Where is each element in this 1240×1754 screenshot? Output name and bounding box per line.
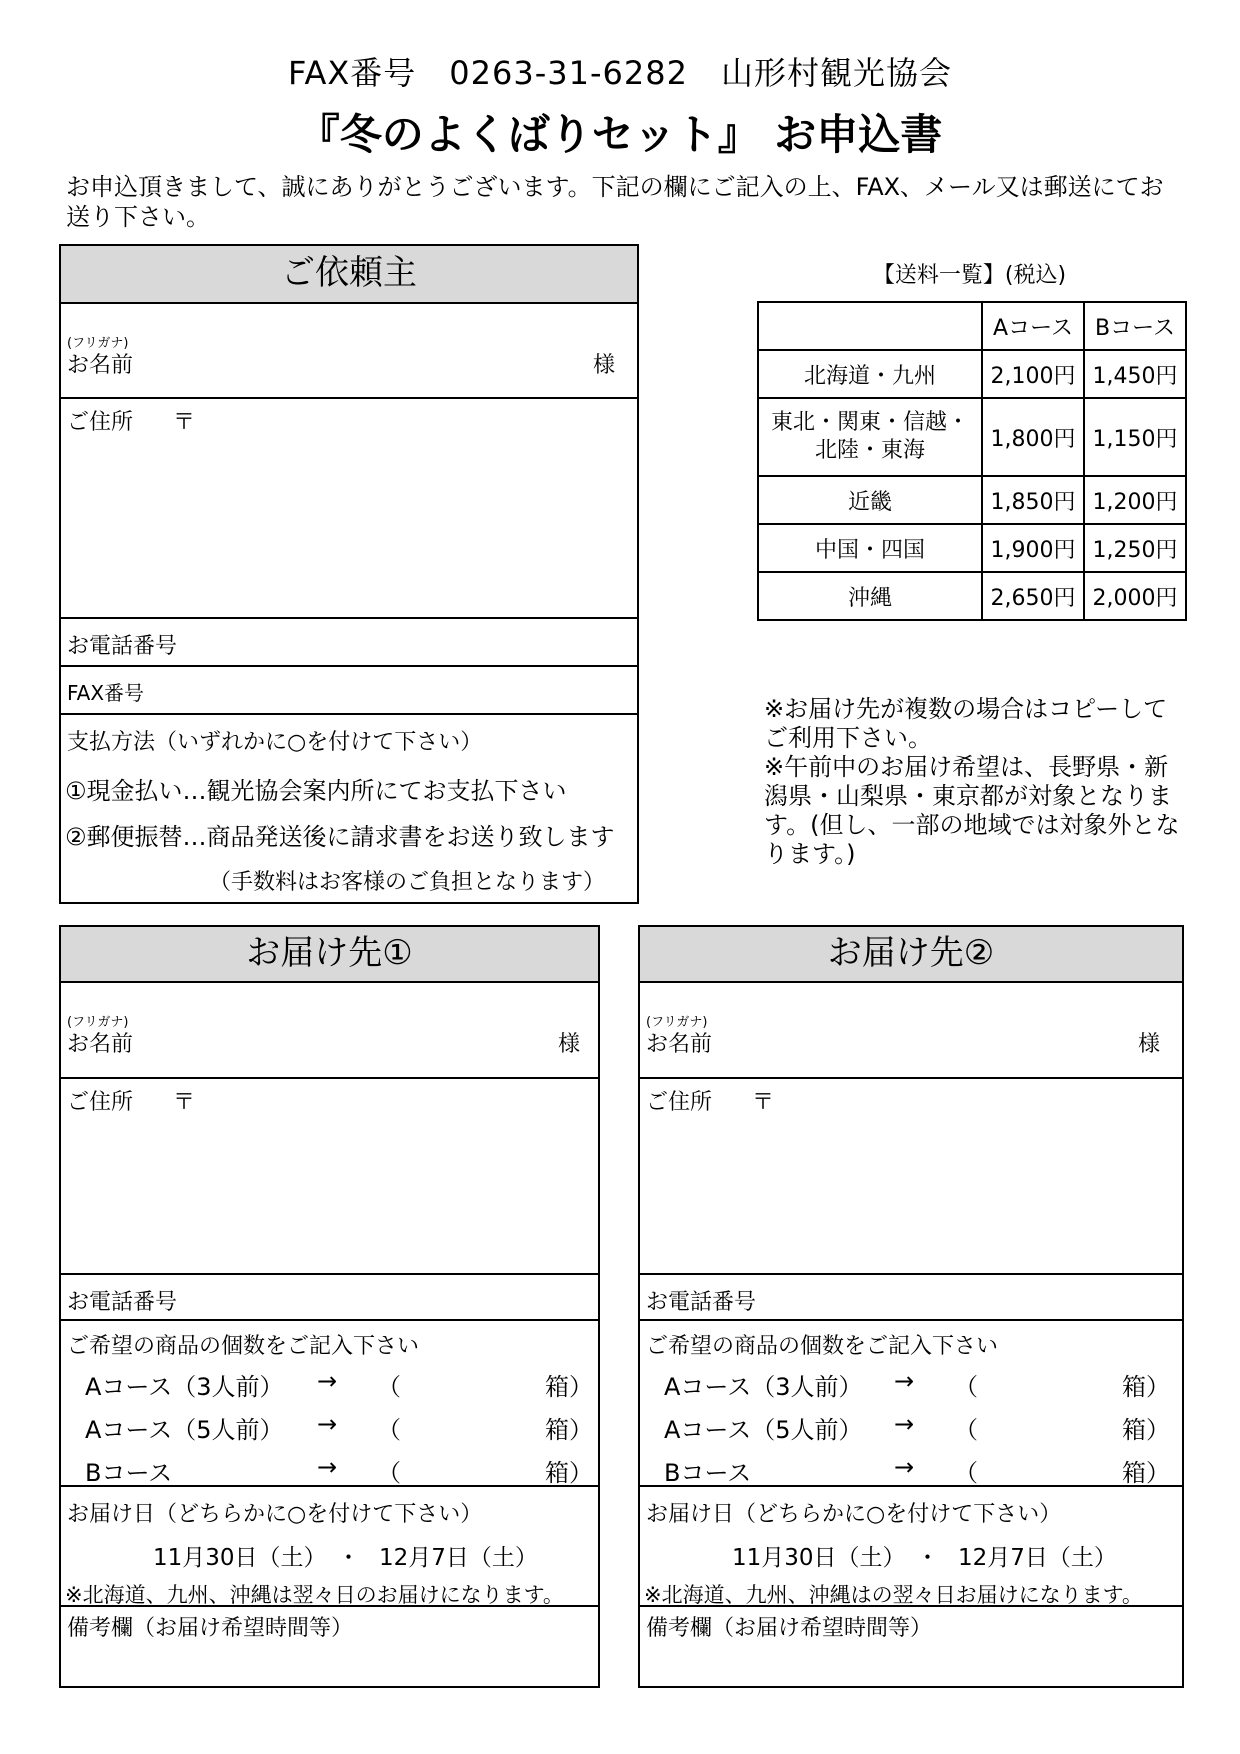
phone-label: お電話番号 (67, 634, 178, 659)
paren-open: （ (377, 1416, 401, 1444)
unit-label: 箱） (1122, 1459, 1170, 1487)
arrow: → (317, 1410, 338, 1438)
delivery-1-section (59, 925, 600, 1688)
region-cell: 北海道・九州 (758, 350, 982, 398)
name-label: お名前 (67, 353, 134, 378)
quantity-row-b[interactable] (61, 1445, 598, 1485)
honorific-label: 様 (557, 1032, 580, 1057)
fee-b-cell: 1,150円 (1084, 398, 1186, 476)
table-row (758, 476, 1186, 524)
delivery-2-remarks-field[interactable] (640, 1607, 1182, 1686)
course-label: Bコース (664, 1459, 752, 1487)
delivery-2-address-field[interactable] (640, 1079, 1182, 1275)
fee-a-cell: 2,650円 (982, 572, 1084, 620)
delivery-2-date-section (640, 1487, 1182, 1607)
date-option-nov30[interactable]: 11月30日（土） (732, 1545, 906, 1571)
payment-fee-note: （手数料はお客様のご負担となります） (209, 870, 606, 895)
arrow: → (317, 1453, 338, 1481)
requester-phone-field[interactable] (61, 619, 637, 667)
date-label: お届け日（どちらかに○を付けて下さい） (646, 1502, 1062, 1527)
quantity-row-b[interactable] (640, 1445, 1182, 1485)
honorific-label: 様 (592, 353, 615, 378)
date-option-nov30[interactable]: 11月30日（土） (153, 1545, 327, 1571)
name-label: お名前 (646, 1032, 713, 1057)
furigana-label: (フリガナ) (67, 1015, 129, 1030)
table-row (758, 350, 1186, 398)
zip-mark: 〒 (173, 410, 196, 435)
payment-option-postal[interactable]: ②郵便振替…商品発送後に請求書をお送り致します (65, 823, 615, 851)
arrow: → (894, 1453, 915, 1481)
date-note: ※北海道、九州、沖縄は翌々日のお届けになります。 (65, 1583, 564, 1607)
course-label: Aコース（5人前） (664, 1416, 863, 1444)
table-header-cell (758, 302, 982, 350)
requester-section (59, 244, 639, 904)
date-option-dec7[interactable]: 12月7日（土） (958, 1545, 1117, 1571)
quantity-row-a5[interactable] (640, 1402, 1182, 1442)
remarks-label: 備考欄（お届け希望時間等） (646, 1616, 933, 1641)
delivery-2-header: お届け先② (640, 927, 1182, 983)
delivery-2-quantity-section (640, 1321, 1182, 1487)
delivery-1-quantity-section (61, 1321, 598, 1487)
paren-open: （ (954, 1416, 978, 1444)
phone-label: お電話番号 (646, 1290, 757, 1315)
date-option-dec7[interactable]: 12月7日（土） (379, 1545, 538, 1571)
requester-fax-field[interactable] (61, 667, 637, 715)
unit-label: 箱） (545, 1373, 593, 1401)
fee-a-cell: 1,900円 (982, 524, 1084, 572)
date-label: お届け日（どちらかに○を付けて下さい） (67, 1502, 483, 1527)
table-row (758, 524, 1186, 572)
paren-open: （ (377, 1459, 401, 1487)
notes-block (764, 695, 1184, 869)
delivery-1-phone-field[interactable] (61, 1275, 598, 1321)
fax-label: FAX番号 (67, 681, 145, 705)
zip-mark: 〒 (173, 1090, 196, 1115)
region-cell: 中国・四国 (758, 524, 982, 572)
shipping-fee-table (757, 301, 1187, 621)
course-label: Aコース（3人前） (664, 1373, 863, 1401)
remarks-label: 備考欄（お届け希望時間等） (67, 1616, 354, 1641)
course-label: Aコース（3人前） (85, 1373, 284, 1401)
fee-b-cell: 1,450円 (1084, 350, 1186, 398)
paren-open: （ (954, 1459, 978, 1487)
address-label: ご住所 (67, 1090, 134, 1115)
fee-a-cell: 1,800円 (982, 398, 1084, 476)
region-cell: 近畿 (758, 476, 982, 524)
requester-address-field[interactable] (61, 399, 637, 619)
note-morning-delivery: ※午前中のお届け希望は、長野県・新潟県・山梨県・東京都が対象となります。(但し、一部の地域では対象外となります。) (764, 753, 1180, 868)
name-label: お名前 (67, 1032, 134, 1057)
quantity-row-a3[interactable] (640, 1359, 1182, 1399)
paren-open: （ (954, 1373, 978, 1401)
phone-label: お電話番号 (67, 1290, 178, 1315)
quantity-row-a5[interactable] (61, 1402, 598, 1442)
date-note: ※北海道、九州、沖縄はの翌々日お届けになります。 (644, 1583, 1143, 1607)
table-row (758, 398, 1186, 476)
unit-label: 箱） (545, 1459, 593, 1487)
unit-label: 箱） (1122, 1416, 1170, 1444)
region-cell: 東北・関東・信越・ 北陸・東海 (758, 398, 982, 476)
course-label: Bコース (85, 1459, 173, 1487)
date-separator: ・ (916, 1545, 939, 1571)
requester-header: ご依頼主 (61, 246, 637, 304)
address-label: ご住所 (67, 410, 134, 435)
form-title: 『冬のよくばりセット』 お申込書 (297, 110, 943, 159)
fax-number-heading: FAX番号 0263-31-6282 山形村観光協会 (288, 54, 952, 92)
zip-mark: 〒 (752, 1090, 775, 1115)
honorific-label: 様 (1137, 1032, 1160, 1057)
arrow: → (317, 1367, 338, 1395)
delivery-1-date-section (61, 1487, 598, 1607)
arrow: → (894, 1410, 915, 1438)
quantity-label: ご希望の商品の個数をご記入下さい (67, 1334, 420, 1359)
delivery-2-section (638, 925, 1184, 1688)
course-label: Aコース（5人前） (85, 1416, 284, 1444)
table-header-cell: Aコース (982, 302, 1084, 350)
delivery-1-name-field[interactable] (61, 983, 598, 1079)
delivery-1-header: お届け先① (61, 927, 598, 983)
date-separator: ・ (337, 1545, 360, 1571)
intro-text: お申込頂きまして、誠にありがとうございます。下記の欄にご記入の上、FAX、メール又は郵送にてお送り下さい。 (66, 173, 1164, 231)
delivery-1-address-field[interactable] (61, 1079, 598, 1275)
quantity-row-a3[interactable] (61, 1359, 598, 1399)
payment-option-cash[interactable]: ①現金払い…観光協会案内所にてお支払下さい (65, 777, 567, 805)
furigana-label: (フリガナ) (646, 1015, 708, 1030)
payment-label: 支払方法（いずれかに○を付けて下さい） (67, 730, 483, 755)
table-row (758, 572, 1186, 620)
table-header-cell: Bコース (1084, 302, 1186, 350)
region-cell: 沖縄 (758, 572, 982, 620)
unit-label: 箱） (1122, 1373, 1170, 1401)
unit-label: 箱） (545, 1416, 593, 1444)
fee-b-cell: 1,200円 (1084, 476, 1186, 524)
delivery-1-remarks-field[interactable] (61, 1607, 598, 1686)
quantity-label: ご希望の商品の個数をご記入下さい (646, 1334, 999, 1359)
delivery-2-phone-field[interactable] (640, 1275, 1182, 1321)
delivery-2-name-field[interactable] (640, 983, 1182, 1079)
requester-name-field[interactable] (61, 304, 637, 399)
fee-a-cell: 2,100円 (982, 350, 1084, 398)
paren-open: （ (377, 1373, 401, 1401)
fee-b-cell: 1,250円 (1084, 524, 1186, 572)
fee-b-cell: 2,000円 (1084, 572, 1186, 620)
fee-a-cell: 1,850円 (982, 476, 1084, 524)
shipping-table-title: 【送料一覧】(税込) (872, 263, 1067, 288)
address-label: ご住所 (646, 1090, 713, 1115)
furigana-label: (フリガナ) (67, 336, 129, 351)
payment-method-section (61, 715, 637, 903)
arrow: → (894, 1367, 915, 1395)
note-copy: ※お届け先が複数の場合はコピーしてご利用下さい。 (764, 695, 1168, 752)
